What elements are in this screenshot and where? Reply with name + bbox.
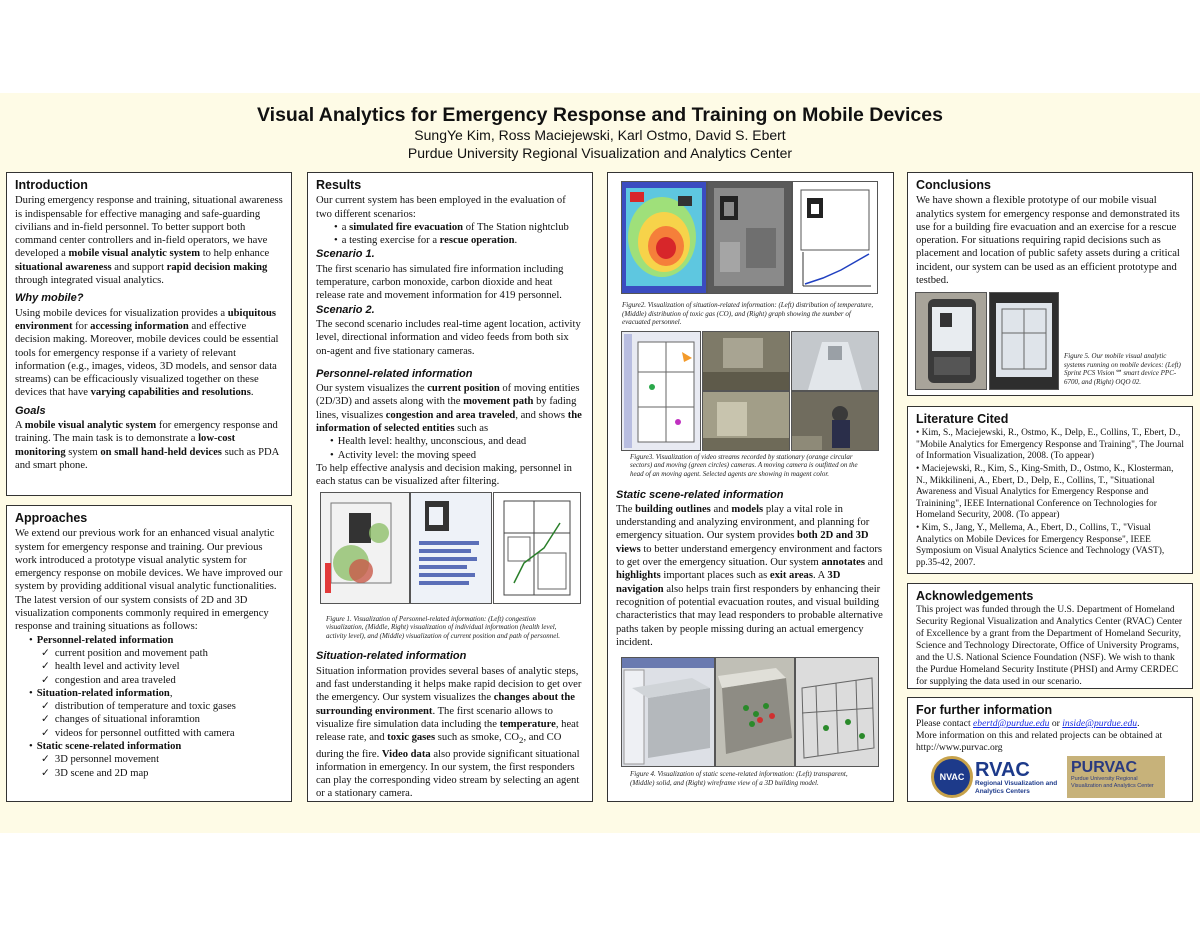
video-stream-graphic (792, 392, 878, 450)
more-info-text: More information on this and related projects can be obtained at http://www.purvac.org (916, 730, 1163, 753)
scenario-list (316, 221, 584, 248)
scenario-2-heading: Scenario 2. (316, 303, 375, 316)
email-link-inside[interactable]: inside@purdue.edu (1062, 718, 1138, 729)
approaches-text-2: The latest version of our system consists of 2D and 3D visualization components commonly required in emergency response and training situations as follows: (15, 594, 269, 633)
rvac-logo-title: RVAC (975, 759, 1030, 781)
list-item: • a simulated fire evacuation of The Station nightclub (334, 221, 584, 234)
purvac-logo-subtitle: Purdue University Regional Visualization and Analytics Center (1071, 776, 1154, 789)
figure-4-wireframe-image (795, 657, 879, 767)
static-scene-text: The building outlines and models play a vital role in understanding and analyzing environment, and planning for emergency situation. Our system provides both 2D and 3D views to better understand emergency environment and factors to get over the emergency situation. Our system annotates and highlights important places such as exit areas. A 3D navigation also helps train first responders by enhancing their recognition of potential evacuation routes, and visual building characteristics that may lead responders to probable alternative paths taken by people missing during an actual emergency incident. (616, 503, 883, 648)
conclusions-heading: Conclusions (916, 178, 992, 192)
list-item: ✓ 3D personnel movement (41, 753, 283, 766)
list-item: ✓ congestion and area traveled (41, 674, 283, 687)
why-mobile-heading: Why mobile? (15, 292, 84, 305)
figure-2-toxic-gas-image (707, 181, 792, 294)
scenario-1-heading: Scenario 1. (316, 248, 375, 261)
approaches-heading: Approaches (15, 511, 88, 525)
further-info-heading: For further information (916, 703, 1053, 717)
figure-3-caption: Figure3. Visualization of video streams recorded by stationary (orange circular sectors) and moving (green circles) cameras. A moving camera is outfitted on the head of an moving agent. Selected agents are showing in magent color. (630, 452, 858, 478)
figure-1-caption: Figure 1. Visualization of Personnel-related information: (Left) congestion visualization, (Middle, Right) visualization of individual information (health level, activity level), and (Middle) visualization of current position and path of personnel. (326, 614, 561, 640)
evacuation-graph-graphic (793, 182, 877, 293)
congestion-map-graphic (321, 493, 409, 603)
3d-wireframe-graphic (796, 658, 878, 766)
figure-3-video-3 (702, 391, 790, 451)
results-panel (307, 172, 593, 802)
figure-3-video-2 (791, 331, 879, 391)
figure-5-phone-image (915, 292, 987, 390)
personnel-heading: Personnel-related information (316, 367, 473, 380)
personnel-text: Our system visualizes the current position of moving entities (2D/3D) and assets along with the movement path by fading lines, visualizes congestion and area traveled, and shows the information of selected entities such as (316, 383, 582, 435)
personnel-list (316, 435, 584, 462)
figure-5-caption: Figure 5. Our mobile visual analytic systems running on mobile devices: (Left) Sprint PCS Vision℠ smart device PPC-6700, and (Right) OQO 02. (1064, 352, 1181, 386)
results-heading: Results (316, 178, 362, 192)
figure-2-caption: Figure2. Visualization of situation-related information: (Left) distribution of temperature, (Middle) distribution of toxic gas (CO), and (Right) graph showing the number of evacuated personnel. (622, 301, 874, 327)
figure-1-path-image (493, 492, 581, 604)
introduction-panel (6, 172, 292, 496)
introduction-heading: Introduction (15, 178, 88, 192)
3d-solid-graphic (716, 658, 794, 766)
camera-floorplan-graphic (622, 332, 700, 450)
nvac-logo: NVAC (931, 756, 973, 798)
smartphone-graphic (916, 293, 986, 389)
situation-heading: Situation-related information (316, 650, 467, 663)
list-item: • Situation-related information, ✓ distribution of temperature and toxic gases ✓ changes of situational inforamtion ✓ videos for personnel outfitted with camera (29, 687, 283, 740)
purvac-logo-title: PURVAC (1071, 759, 1138, 776)
acknowledgements-heading: Acknowledgements (916, 589, 1034, 603)
reference-item: • Maciejewski, R., Kim, S., King-Smith, D., Ostmo, K., Klosterman, N., Mikkilineni, A., Ebert, D., Delp, E., Collins, T., "Situational Awareness and Visual Analytics for Emergency Response and Trainining", IEEE International Conference on Technologies for Homeland Security, 2008. (To appear) (916, 464, 1174, 521)
figure-4-transparent-image (621, 657, 715, 767)
list-item: ✓ current position and movement path (41, 647, 283, 660)
list-item: ✓ videos for personnel outfitted with camera (41, 727, 283, 740)
oqo-device-graphic (990, 293, 1058, 389)
temperature-map-graphic (622, 182, 706, 293)
approaches-list (15, 634, 283, 780)
poster-title: Visual Analytics for Emergency Response and Training on Mobile Devices (257, 104, 943, 126)
conclusions-text: We have shown a flexible prototype of our mobile visual analytics system for emergency response and demonstrated its use for a building fire evacuation and an exercise for a rescue operation. For situations requiring rapid decisions such as placement and location of public safety assets during a critical incident, our system can be used as an efficient prototype and testbed. (916, 195, 1180, 287)
results-intro: Our current system has been employed in the evaluation of two different scenarios: (316, 195, 566, 220)
scenario-1-text: The first scenario has simulated fire information including temperature, carbon monoxide, carbon dioxide and heat release rate and movement information for 419 personnel. (316, 263, 564, 302)
approaches-panel (6, 505, 292, 802)
approaches-text-1: We extend our previous work for an enhanced visual analytic system for emergency response and training. Our previous work introduced a prototype visual analytic system for emergency response on mobile devices. We have improved our system by providing additional visual analytic functionalities. (15, 528, 283, 593)
toxic-gas-map-graphic (708, 182, 791, 293)
contact-text: Please contact ebertd@purdue.edu or inside@purdue.edu. (916, 718, 1140, 729)
list-item: • Personnel-related information ✓ current position and movement path ✓ health level and activity level ✓ congestion and area traveled (29, 634, 283, 687)
figure-1-individual-image (410, 492, 492, 604)
figure-3-video-4 (791, 391, 879, 451)
list-item: • Static scene-related information ✓ 3D personnel movement ✓ 3D scene and 2D map (29, 740, 283, 780)
3d-transparent-graphic (622, 658, 714, 766)
reference-item: • Kim, S., Jang, Y., Mellema, A., Ebert, D., Collins, T., "Visual Analytics on Mobile Devices for Emergency Response", IEEE Symposium on Visual Analytics Science and Technology (VAST), pp.35-42, 2007. (916, 523, 1165, 568)
list-item: ✓ health level and activity level (41, 660, 283, 673)
goals-heading: Goals (15, 404, 46, 417)
video-stream-graphic (792, 332, 878, 390)
figure-2-graph-image (792, 181, 878, 294)
figure-1-congestion-image (320, 492, 410, 604)
rvac-logo (975, 760, 1063, 796)
static-scene-heading: Static scene-related information (616, 488, 784, 501)
goals-text: A mobile visual analytic system for emergency response and training. The main task is to demonstrate a low-cost monitoring system on small hand-held devices such as PDA and smart phone. (15, 420, 279, 471)
email-link-ebertd[interactable]: ebertd@purdue.edu (973, 718, 1050, 729)
figure-4-solid-image (715, 657, 795, 767)
reference-item: • Kim, S., Maciejewski, R., Ostmo, K., Delp, E., Collins, T., Ebert, D., "Mobile Analytics for Emergency Response and Training", The Journal of Information Visualization, 2008. (To appear) (916, 428, 1184, 462)
scenario-2-text: The second scenario includes real-time agent location, activity level, directional information and video feeds from both six on-agent and five stationary cameras. (316, 318, 581, 357)
literature-heading: Literature Cited (916, 412, 1009, 426)
purvac-logo (1067, 756, 1165, 798)
list-item: ✓ 3D scene and 2D map (41, 767, 283, 780)
why-mobile-text: Using mobile devices for visualization provides a ubiquitous environment for accessing information and effective decision making. Moreover, mobile devices could be essential tools for emergency response if a variety of relevant information (e.g., images, videos, 3D models, and sensor data streams) can be efficaciously visualized together on these devices that have varying capabilities and resolutions. (15, 307, 279, 399)
poster-authors: SungYe Kim, Ross Maciejewski, Karl Ostmo, David S. Ebert (414, 127, 786, 143)
video-stream-graphic (703, 392, 789, 450)
acknowledgements-text: This project was funded through the U.S. Department of Homeland Security Regional Visualization and Analytics Center (RVAC) Center of Excellence by a grant from the Department of Homeland Security, Science and Technology Directorate, Office of University Programs, and the U.S. National Science Foundation (NSF). We wish to thank the Purdue Homeland Security Institute (PHSI) and Army CERDEC for supplying the data used in our scenario. (916, 604, 1183, 687)
rvac-logo-subtitle: Regional Visualization and Analytics Centers (975, 780, 1058, 795)
figure-3-floorplan-image (621, 331, 701, 451)
personnel-after-text: To help effective analysis and decision making, personnel in each status can be visualized after filtering. (316, 462, 572, 488)
individual-info-graphic (411, 493, 491, 603)
list-item: • Activity level: the moving speed (330, 449, 584, 462)
introduction-text: During emergency response and training, situational awareness is indispensable for effective managing and safe-guarding civilians and in-field personnel. To better support both command center controllers and in-field operators, we have developed a mobile visual analytic system to help enhance situational awareness and support rapid decision making through integrated visual analytics. (15, 195, 283, 287)
list-item: • a testing exercise for a rescue operation. (334, 234, 584, 247)
poster-affiliation: Purdue University Regional Visualization and Analytics Center (407, 145, 793, 161)
figure-3-video-1 (702, 331, 790, 391)
figure-2-temperature-image (621, 181, 707, 294)
figure-4-caption: Figure 4. Visualization of static scene-related information: (Left) transparent, (Middle) solid, and (Right) wireframe view of a 3D building model. (630, 770, 848, 787)
list-item: • Health level: healthy, unconscious, and dead (330, 435, 584, 448)
acknowledgements-panel (907, 583, 1193, 689)
list-item: ✓ changes of situational inforamtion (41, 713, 283, 726)
floorplan-path-graphic (494, 493, 580, 603)
figure-5-oqo-image (989, 292, 1059, 390)
literature-panel (907, 406, 1193, 574)
video-stream-graphic (703, 332, 789, 390)
situation-text: Situation information provides several bases of analytic steps, and fast understanding it helps make rapid decision to get over the emergency. Our system visualizes the changes about the surrounding environment. The first scenario allows to visualize fire simulation data including the temperature, heat release rate, and toxic gases such as smoke, $CO_2$, and CO during the fire. Video data also provide significant situational information in emergency. In our system, the first responders can play the corresponding video stream by selecting an agent or a stationary camera. (316, 665, 582, 800)
list-item: ✓ distribution of temperature and toxic gases (41, 700, 283, 713)
